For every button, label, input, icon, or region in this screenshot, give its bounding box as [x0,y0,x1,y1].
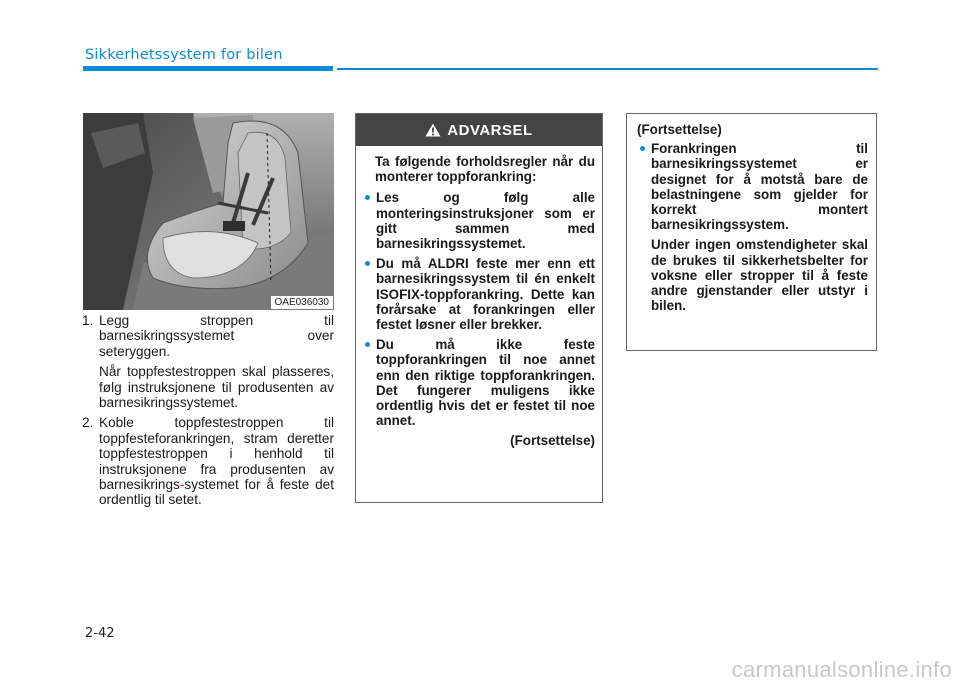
step-number: 1. [82,313,94,328]
warning-body [356,146,602,449]
continuation-paragraph: Under ingen omstendigheter skal de brukes til sikkerhetsbelter for voksne eller stropper til å feste andre gjenstander eller utstyr i bilen. [651,237,868,314]
continuation-box [626,113,877,351]
continued-label: (Fortsettelse) [510,433,595,449]
continuation-bullets [651,141,868,232]
step-text: Koble toppfestestroppen til toppfesteforankringen, stram deretter toppfestestroppen i henhold til instruksjonene fra produsenten av barnesikrings [99,415,334,493]
step-1-note: Når toppfestestroppen skal plasseres, følg instruksjonene til produsenten av barnesikringssystemet. [99,364,334,411]
continuation-label: (Fortsettelse) [637,122,722,137]
warning-box [355,113,603,503]
warning-header [356,114,602,146]
list-item: Du må ALDRI feste mer enn ett barnesikringssystem til én enkelt ISOFIX-toppforankring. Dette kan forårsake at forankringen eller festet løsner eller brekker. [376,256,595,333]
hyphen-mark: - [179,477,185,493]
step-text-continued: systemet for å feste det ordentlig til setet. [99,477,334,508]
list-item: Du må ikke feste toppforankringen til noe annet enn den riktige toppforankringen. Det fungerer muligens ikke ordentlig hvis det er festet til noe annet. [376,337,595,429]
step-1 [82,313,334,359]
page-number: 2-42 [85,626,115,641]
figure-code: OAE036030 [271,296,334,309]
header-rule-thin [337,68,878,70]
list-item: Les og følg alle monteringsinstruksjoner som er gitt sammen med barnesikringssystemet. [376,190,595,252]
list-item: Forankringen til barnesikringssystemet er designet for å motstå bare de belastningene som gjelder for korrekt montert barnesikringssystem. [651,141,868,233]
instruction-steps [82,313,334,511]
section-title: Sikkerhetssystem for bilen [85,47,283,63]
warning-intro: Ta følgende forholdsregler når du monterer toppforankring: [375,154,595,185]
warning-bullets [376,190,595,428]
child-seat-illustration [83,113,334,310]
step-2 [82,415,334,507]
warning-title: ADVARSEL [447,121,533,139]
step-number: 2. [82,415,94,431]
step-text: Legg stroppen til barnesikringssystemet over seteryggen. [99,313,334,359]
header-rule-thick [83,66,333,71]
watermark: carmanualsonline.info [731,657,952,682]
warning-triangle-icon [425,123,441,137]
child-seat-photo [83,113,334,310]
